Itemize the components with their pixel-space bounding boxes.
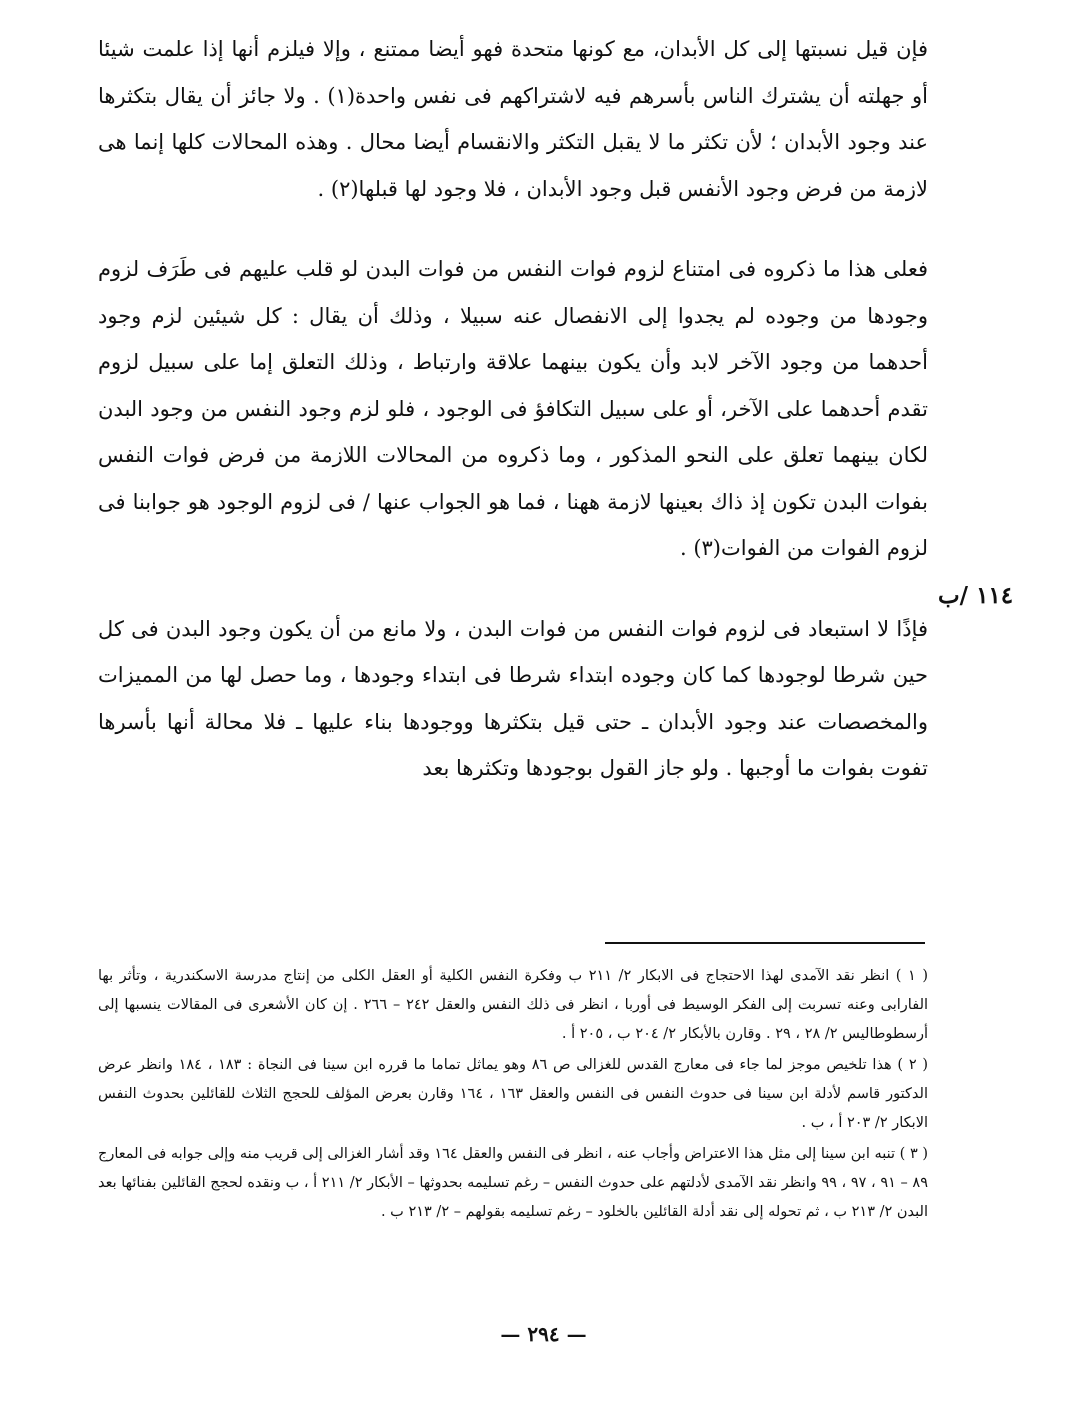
footnotes [98,962,928,1229]
manuscript-folio-reference: ١١٤ /ب [938,582,1014,609]
paragraph-gap [98,212,928,246]
page-number: — ٢٩٤ — [500,1322,587,1346]
paragraph-1: فإن قيل نسبتها إلى كل الأبدان، مع كونها متحدة فهو أيضا ممتنع ، وإلا فيلزم أنها إذا علمت شيئا أو جهلته أن يشترك الناس بأسرهم فيه لاشتراكهم فى نفس واحدة(١) . ولا جائز أن يقال بتكثرها عند وجود الأبدان ؛ لأن تكثر ما لا يقبل التكثر والانقسام أيضا محال . وهذه المحالات كلها إنما هى لازمة من فرض وجود الأنفس قبل وجود الأبدان ، فلا وجود لها قبلها(٢) . [98,37,928,201]
paragraph-2: فعلى هذا ما ذكروه فى امتناع لزوم فوات النفس من فوات البدن لو قلب عليهم فى طَرَف لزوم وجودها من وجوده لم يجدوا إلى الانفصال عنه سبيلا ، وذلك أن يقال : كل شيئين لزم وجود أحدهما من وجود الآخر لابد وأن يكون بينهما علاقة وارتباط ، وذلك التعلق إما على سبيل لزوم تقدم أحدهما على الآخر، أو على سبيل التكافؤ فى الوجود ، فلو لزم وجود النفس من وجود البدن لكان بينهما تعلق على النحو المذكور ، وما ذكروه من المحالات اللازمة من فرض فوات النفس بفوات البدن تكون إذ ذاك بعينها لازمة ههنا ، فما هو الجواب عنها / فى لزوم الوجود هو جوابنا فى لزوم الفوات من الفوات(٣) . [98,257,928,560]
paragraph-gap [98,572,928,606]
footnote-3: ( ٣ ) تنبه ابن سينا إلى مثل هذا الاعتراض وأجاب عنه ، انظر فى النفس والعقل ١٦٤ وقد أشار الغزالى إلى قريب منه وإلى جوابه فى المعارج ٨٩ – ٩١ ، ٩٧ ، ٩٩ وانظر نقد الآمدى لأدلتهم على حدوث النفس – رغم تسليمه بحدوثها – الأبكار ٢/ ٢١١ أ ، ب ونقده لحجج القائلين بفنائها بعد البدن ٢/ ٢١٣ ب ، ثم تحوله إلى نقد أدلة القائلين بالخلود – رغم تسليمه بقولهم – ٢/ ٢١٣ ب . [98,1146,929,1220]
footnote-2: ( ٢ ) هذا تلخيص موجز لما جاء فى معارج القدس للغزالى ص ٨٦ وهو يماثل تماما ما قرره ابن سينا فى النجاة : ١٨٣ ، ١٨٤ وانظر عرض الدكتور قاسم لأدلة ابن سينا فى حدوث النفس فى النفس والعقل ١٦٣ ، ١٦٤ وقارن بعرض المؤلف للحجج الثلاث للقائلين بحدوث النفس الابكار ٢/ ٢٠٣ أ ، ب . [98,1057,928,1131]
paragraph-3: فإذًا لا استبعاد فى لزوم فوات النفس من فوات البدن ، ولا مانع من أن يكون وجود البدن فى كل حين شرطا لوجودها كما كان وجوده ابتداء شرطا فى ابتداء وجودها ، وما حصل لها من المميزات والمخصصات عند وجود الأبدان ـ حتى قيل بتكثرها ووجودها بناء عليها ـ فلا محالة أنها بأسرها تفوت بفوات ما أوجبها . ولو جاز القول بوجودها وتكثرها بعد [98,616,928,780]
footnote-1: ( ١ ) انظر نقد الآمدى لهذا الاحتجاج فى الابكار ٢/ ٢١١ ب وفكرة النفس الكلية أو العقل الكلى من إنتاج مدرسة الاسكندرية ، وتأثر بها الفارابى وعنه تسربت إلى الفكر الوسيط فى أوربا ، انظر فى ذلك النفس والعقل ٢٤٢ – ٢٦٦ . إن كان الأشعرى فى المقالات ينسبها إلى أرسطوطاليس ٢/ ٢٨ ، ٢٩ . وقارن بالأبكار ٢/ ٢٠٤ ب ، ٢٠٥ أ . [98,968,929,1042]
footnote-separator [605,942,925,944]
main-text [98,26,928,792]
